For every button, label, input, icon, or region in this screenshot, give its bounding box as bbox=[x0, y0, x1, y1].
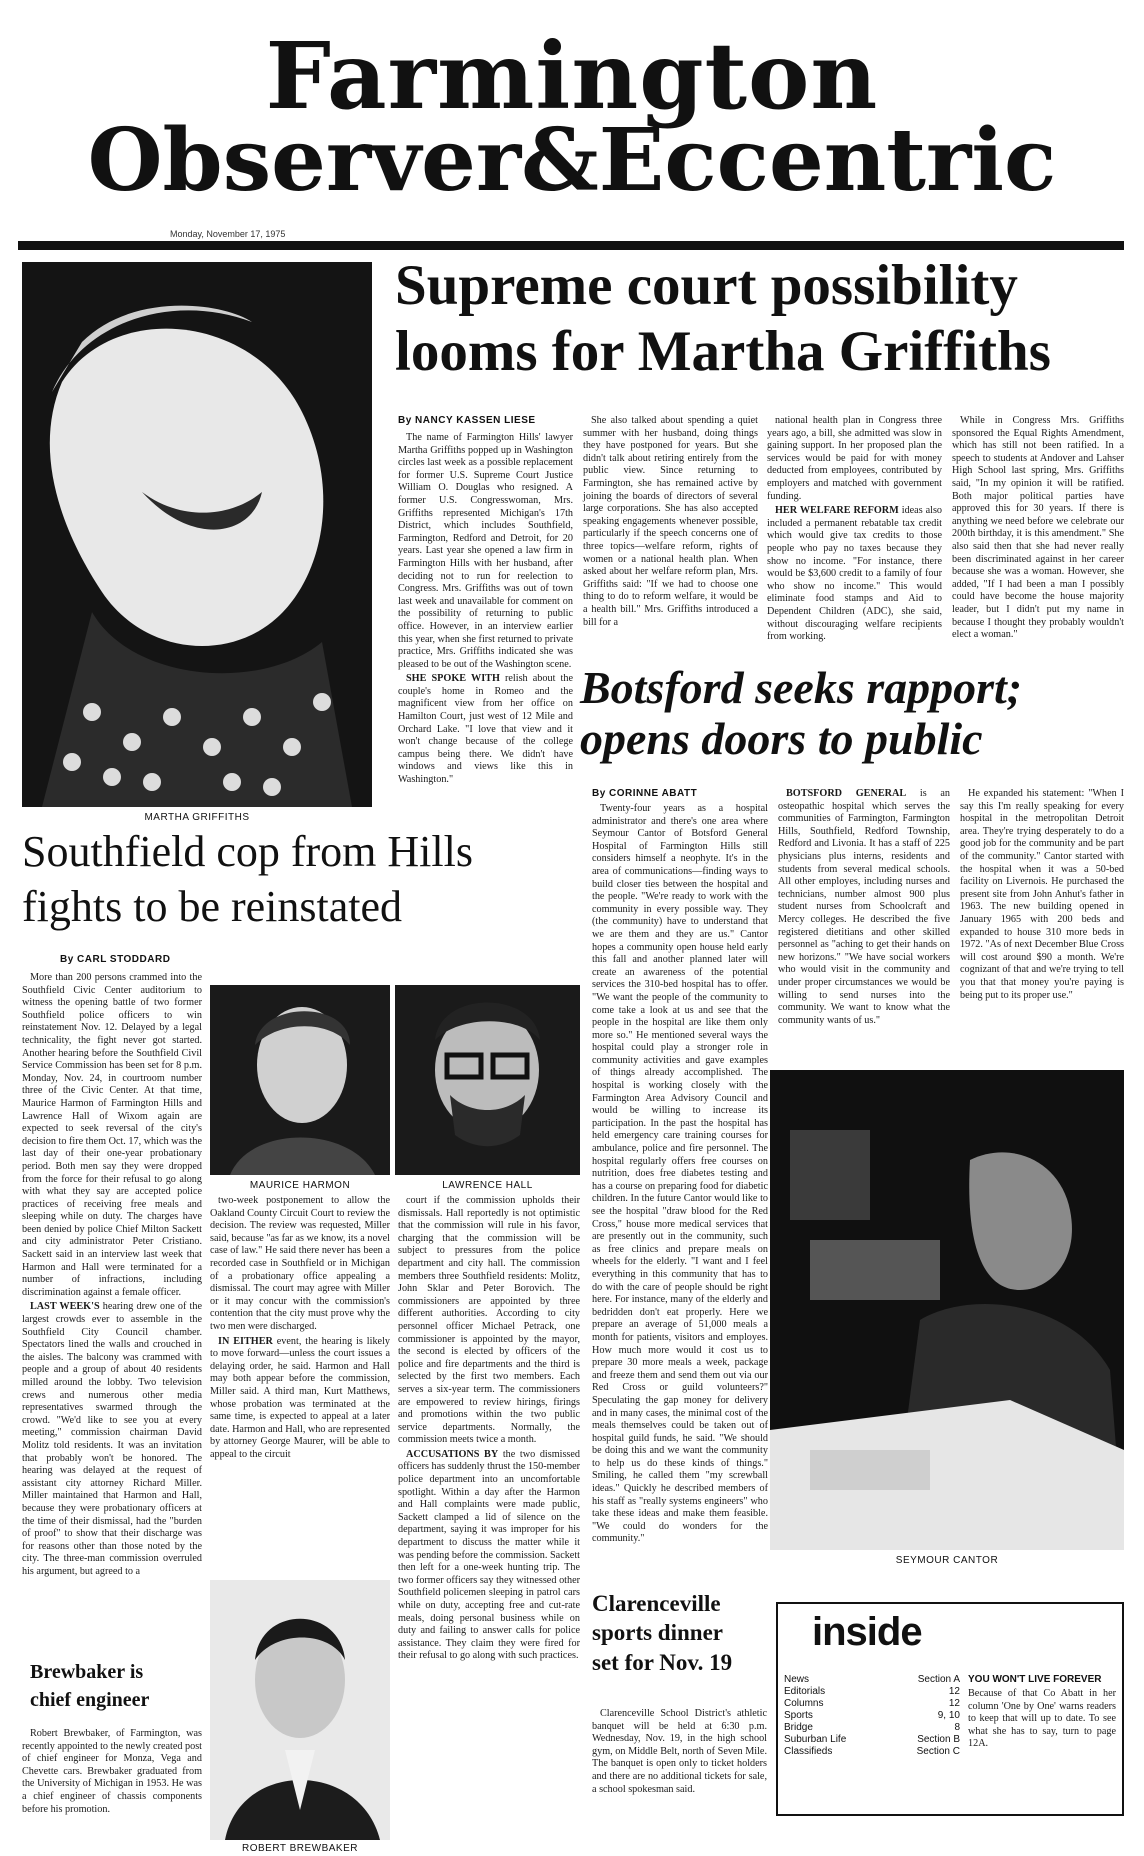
story2-col2-lead: BOTSFORD GENERAL bbox=[786, 788, 907, 799]
story3-col1 bbox=[22, 972, 202, 1577]
index-row[interactable]: Columns 12 bbox=[784, 1698, 960, 1709]
story1-byline: By NANCY KASSEN LIESE bbox=[398, 415, 536, 426]
index-row[interactable]: Suburban Life Section B bbox=[784, 1734, 960, 1745]
masthead-rule bbox=[18, 241, 1124, 250]
story1-col3 bbox=[767, 415, 942, 660]
story2-col2 bbox=[778, 788, 950, 1063]
robert-brewbaker-photo bbox=[210, 1580, 390, 1840]
story3-col1b-lead: LAST WEEK'S bbox=[30, 1301, 100, 1313]
index-row[interactable]: Bridge 8 bbox=[784, 1722, 960, 1733]
masthead bbox=[0, 22, 1144, 211]
lawrence-hall-photo bbox=[395, 985, 580, 1175]
story3-col3b-lead: ACCUSATIONS BY bbox=[406, 1448, 499, 1460]
story1-col3b-lead: HER WELFARE REFORM bbox=[775, 505, 899, 517]
story2-headline-line1: Botsford seeks rapport; bbox=[580, 662, 1023, 713]
story3-col2-text: two-week postponement to allow the Oakland County Circuit Court to review the decision. The review was requested, Miller said, because "as far as we know, its a novel case of law." He said there never has been a recorded case in Southfield or in Michigan of a probationary office appealing a dismissal. The court may agree with Miller or it may concur with the commission's contention that the city must prove why the two men were discharged. bbox=[210, 1195, 390, 1332]
index-row[interactable]: Sports 9, 10 bbox=[784, 1710, 960, 1721]
story1-col4 bbox=[952, 415, 1124, 660]
story4-headline-line2: chief engineer bbox=[30, 1689, 150, 1712]
masthead-line2: Observer&Eccentric bbox=[87, 110, 1057, 211]
lawrence-hall-caption: LAWRENCE HALL bbox=[442, 1180, 533, 1191]
story4-headline-line1: Brewbaker is bbox=[30, 1661, 144, 1683]
story3-col2b-text: event, the hearing is likely to move forward—unless the court issues a delaying order, he said. Harmon and Hall may both appear before the commission, Miller said. A third man, Kurt Matthews, whose probation was terminated at the same time, is expected to appeal at a later date. Harmon and Hall, who are represented by attorney George Maurer, will be able to appeal to the circuit bbox=[210, 1335, 390, 1460]
story5-headline-line2: sports dinner bbox=[592, 1620, 723, 1646]
story1-col1b-lead: SHE SPOKE WITH bbox=[406, 673, 500, 685]
story3-col3b-text: the two dismissed officers has suddenly thrust the 150-member police department into an uncomfortable spotlight. Within a day after the Harmon and Hall complaints were made public, Sackett clamped a lid of silence on the department, saying it was improper for his department to discuss the matter while it was pending before the commission. Sackett then left for a one-week hunting trip. The two former officers say they witnessed other Southfield policemen sleeping in patrol cars while on duty, accepting free and cut-rate meals, doing personal business while on duty and failing to answer calls for police assistance. They claim they were fired for their refusal to go along with such practices. bbox=[398, 1448, 581, 1662]
story1-col4-text: While in Congress Mrs. Griffiths sponsored the Equal Rights Amendment, which has still not been ratified. In a speech to students at Andover and Lahser High School last spring, Mrs. Griffiths said, "In my opinion it will be ratified. Both major political parties have approved this for 30 years. If there is anything we need before we celebrate our 200th birthday, it is this amendment." She also said then that she had never really been discriminated against in her career because she was a woman. However, she added, "If I had been a man I possibly could have become the house majority leader, but I didn't put my name in because I thought they probably wouldn't elect a woman." bbox=[952, 415, 1124, 641]
story1-col1 bbox=[398, 415, 573, 789]
story3-headline-line2: fights to be reinstated bbox=[22, 881, 403, 931]
story3-col3-text: court if the commission upholds their dismissals. Hall reportedly is not optimistic that the commission will rule in his favor, charging that the commission will be subject to pressures from the police department and city hall. The commission members three Southfield residents: Molitz, John Sklar and Peter Borovich. The commissioners are appointed by three different authorities. According to city personnel officer Michael Petrack, one commissioner is appointed by the mayor, the second is elected by officers of the police and fire departments and the third is selected by the first two members. Each serves a six-year term. The commissioners are empowered to review hirings, firings and promotions within the two public service departments. Normally, the commission meets twice a month. bbox=[398, 1195, 580, 1446]
story5-headline-line1: Clarenceville bbox=[592, 1591, 721, 1616]
maurice-harmon-photo bbox=[210, 985, 390, 1175]
story3-col1b-text: hearing drew one of the largest crowds ever to assemble in the Southfield City Council chamber. Spectators lined the walls and crouched in the aisles. The balcony was crammed with people and a group of about 40 residents milled around the lobby. Two television crews and numerous other media representatives swarmed through the crowd. "We'd like to see you at every meeting," commission chairman David Molitz told residents. It was an invitation that probably won't be honored. The hearing was delayed at the request of assistant city attorney Richard Miller. Miller maintained that Harmon and Hall, because they were probationary officers at the time of their dismissal, had the "burden of proof" to show that their discharge was for reasons other than those noted by the city. The three-man commission overruled his argument, but agreed to a bbox=[22, 1301, 202, 1577]
inside-title: inside bbox=[812, 1610, 922, 1654]
story2-col3-text: He expanded his statement: "When I say this I'm really speaking for every hospital in the metropolitan Detroit area. They're trying desperately to do a good job for the community and be part of the community." Cantor started with the hospital when it was a 50-bed facility on Livernois. He purchased the present site from John Anhut's father in 1963. The new building opened in January 1965 with 200 beds and expanded to house 310 more beds in 1972. "As of next December Blue Cross will cost around $90 a month. We're cognizant of that and we're trying to tell you that that money you're paying is being put to its proper use." bbox=[960, 788, 1125, 1001]
story2-headline bbox=[580, 662, 1135, 764]
story3-col3 bbox=[398, 1195, 580, 1845]
story4-headline bbox=[30, 1662, 200, 1711]
story1-headline-line1: Supreme court possibility bbox=[395, 254, 1018, 317]
story3-col1-text: More than 200 persons crammed into the Southfield Civic Center auditorium to witness the opening battle of two former Southfield police officers to win reinstatement Nov. 12. Delayed by a legal technicality, the fight never got started. Another hearing before the Southfield Civil Service Commission has been set for 8 p.m. Monday, Nov. 24, in courtroom number three of the Civic Center. At that time, Maurice Harmon of Farmington Hills and Lawrence Hall of Wixom again are expected to seek reversal of the city's decision to fire them Oct. 17, which was the last day of their one-year probationary period. Both men say they were dropped from the force for their refusal to go along with what they say are accepted police practices of receiving free meals and sleeping while on duty. The charges have been denied by police Chief Milton Sackett and city administrator Peter Cristiano. Sackett said in an interview last week that Harmon and Hall were terminated for a number of infractions, including discrimination against a female officer. bbox=[22, 972, 202, 1298]
story1-headline bbox=[395, 254, 1135, 384]
story3-headline-line1: Southfield cop from Hills bbox=[22, 827, 473, 876]
robert-brewbaker-caption: ROBERT BREWBAKER bbox=[242, 1843, 358, 1854]
index-row[interactable]: Classifieds Section C bbox=[784, 1746, 960, 1757]
story4-body-text: Robert Brewbaker, of Farmington, was recently appointed to the newly created post of chief engineer for Monza, Vega and Chevette cars. Brewbaker graduated from the University of Michigan in 1953. He was a chief engineer of chassis components before his promotion. bbox=[22, 1728, 202, 1815]
story5-headline bbox=[592, 1592, 767, 1674]
seymour-cantor-photo bbox=[770, 1070, 1124, 1550]
inside-promo-body: Because of that Co Abatt in her column 'One by One' warns readers to keep that will up to date. To see what she has to say, turn to page 12A. bbox=[968, 1688, 1116, 1750]
inside-promo bbox=[968, 1674, 1116, 1751]
story1-headline-line2: looms for Martha Griffiths bbox=[395, 320, 1051, 384]
story3-headline bbox=[22, 827, 582, 931]
index-row[interactable]: Editorials 12 bbox=[784, 1686, 960, 1697]
story3-col2b-lead: IN EITHER bbox=[218, 1335, 273, 1347]
masthead-line1: Farmington bbox=[265, 22, 879, 130]
story1-col1-text: The name of Farmington Hills' lawyer Martha Griffiths popped up in Washington circles last week as a possible replacement for former U.S. Supreme Court Justice William O. Douglas who resigned. A former U.S. Congresswoman, Mrs. Griffiths represented Michigan's 17th District, which includes Southfield, Farmington, Redford and Detroit, for 20 years. Last year she opened a law firm in Farmington Hills with her husband, after deciding not to run for reelection to Congress. Mrs. Griffiths was out of town last week and unavailable for comment on the possibility of returning to public office. However, in an interview earlier this year, when she first returned to private practice, Mrs. Griffiths indicated she was pleased to be out of the Washington scene. bbox=[398, 432, 573, 670]
maurice-harmon-caption: MAURICE HARMON bbox=[249, 1180, 351, 1191]
story5-body-text: Clarenceville School District's athletic banquet will be held at 6:30 p.m. Wednesday, Nov. 19, in the high school gym, on Middle Belt, north of Seven Mile. The banquet is open only to ticket holders and there are no additional tickets for sale, a school spokesman said. bbox=[592, 1708, 767, 1795]
inside-index-box bbox=[776, 1602, 1124, 1816]
story5-headline-line3: set for Nov. 19 bbox=[592, 1649, 733, 1675]
seymour-cantor-caption: SEYMOUR CANTOR bbox=[895, 1555, 999, 1566]
story2-byline: By CORINNE ABATT bbox=[592, 788, 698, 799]
story3-col2 bbox=[210, 1195, 390, 1565]
index-row[interactable]: News Section A bbox=[784, 1674, 960, 1685]
inside-promo-title: YOU WON'T LIVE FOREVER bbox=[968, 1674, 1102, 1685]
story5-body bbox=[592, 1708, 767, 1848]
story1-col3b-text: ideas also included a permanent rebatable tax credit which would give tax credits to those people who pay no taxes because they show no income. "For instance, there would be $3,600 credit to a family of four who show no income." This would eliminate food stamps and Aid to Dependent Children (ADC), she said, without discouraging welfare recipients from working. bbox=[767, 505, 943, 643]
story2-col1 bbox=[592, 788, 768, 1545]
story3-byline: By CARL STODDARD bbox=[60, 954, 171, 965]
story1-col3-text: national health plan in Congress three years ago, a bill, she admitted was slow in gaining support. In her proposed plan the services would be paid for with money deducted from employees, contributed by employers and matched with government funding. bbox=[767, 415, 942, 502]
story1-col2-text: She also talked about spending a quiet summer with her husband, doing things they have postponed for years. But she didn't talk about retiring entirely from the public view. Since returning to Farmington, she has remained active by joining the boards of directors of several large corporations. She has also accepted speaking engagements whenever possible, particularly if the speech concerns one of three topics—welfare reform, rights of women or a national health plan. When asked about her welfare reform plan, Mrs. Griffiths said: "If we had to choose one thing to do to reform welfare, it would be a health bill." Mrs. Griffiths introduced a bill for a bbox=[583, 415, 758, 628]
story2-col2-text: is an osteopathic hospital which serves the communities of Farmington, Farmington Hills, Southfield, Redford Township, Redford and Livonia. It has a staff of 225 physicians plus interns, residents and students from several medical schools. All other employes, including nurses and technicians, number almost 900 plus student nurses from Schoolcraft and Mercy colleges. He described the five registered dietitians and other skilled personnel as "aching to get their hands on new horizons." "We have social workers who would visit in the community and under proper circumstances we would be willing to send nurses into the community. We want to know what the community wants of us." bbox=[778, 788, 950, 1026]
story4-body bbox=[22, 1728, 202, 1848]
dateline: Monday, November 17, 1975 bbox=[170, 229, 286, 239]
story1-col2 bbox=[583, 415, 758, 660]
story2-col3 bbox=[960, 788, 1124, 1063]
story2-headline-line2: opens doors to public bbox=[580, 712, 983, 764]
story2-col1-text: Twenty-four years as a hospital administrator and there's one area where Seymour Cantor of Botsford General Hospital of Farmington Hills still considers himself a neophyte. It's in the area of communications—finding ways to build closer ties between the hospital and the people. "We're ready to work with the community in every possible way. They (the community) have to understand that we are them and they are us." Cantor hopes a community open house held early this fall and another planned later will create an awareness of the potential services the 310-bed hospital has to offer. "We want the people of the community to come take a look at us and see that the people in the hospital are like them only more so." He mentioned several ways the hospital could play a stronger role in community activities and gave examples of things already accomplished. The hospital is working closely with the Farmington Area Advisory Council and would be willing to increase its participation. In the past the hospital has held emergency care training courses for ambulance, police and fire personnel. The hospital regularly offers free courses on nutrition, does free diabetes testing and has a course on preparing food for diabetic children. In the future Cantor would like to see the hospital "draw blood for the Red Cross," house more medical services that are presently out in the community, such as free clinics and prepare meals on wheels for the elderly. "I want and I feel everything in this community that has to do with the care of people should be right here. For instance, many of the elderly and bedridden don't eat properly. Here we prepare an average of 51,000 meals a month for patients, visitors and employes. How much more would it cost us to prepare 30 more meals a week, package and freeze them and send them out via our Red Cross or guild volunteers?" Speculating the gap money for delivery and in many cases, the minimal cost of the meals themselves could be taken out of hospital guild funds, he said. "We should be doing this and we want the community to help us do these kinds of things." Smiling, he called them "my screwball ideas." Quickly he described members of his staff as "really systems engineers" who take these ideas and make them feasible. "We could do wonders for the community." bbox=[592, 803, 768, 1545]
martha-griffiths-caption: MARTHA GRIFFITHS bbox=[144, 812, 250, 823]
inside-index-list bbox=[784, 1674, 960, 1758]
story1-col1b-text: relish about the couple's home in Romeo and the magnificent view from her office on Hamilton Court, just west of 12 Mile and Orchard Lake. "I love that view and it won't change because of the college campus being there. We didn't have windows and views like this in Washington." bbox=[398, 673, 573, 786]
martha-griffiths-photo bbox=[22, 262, 372, 807]
